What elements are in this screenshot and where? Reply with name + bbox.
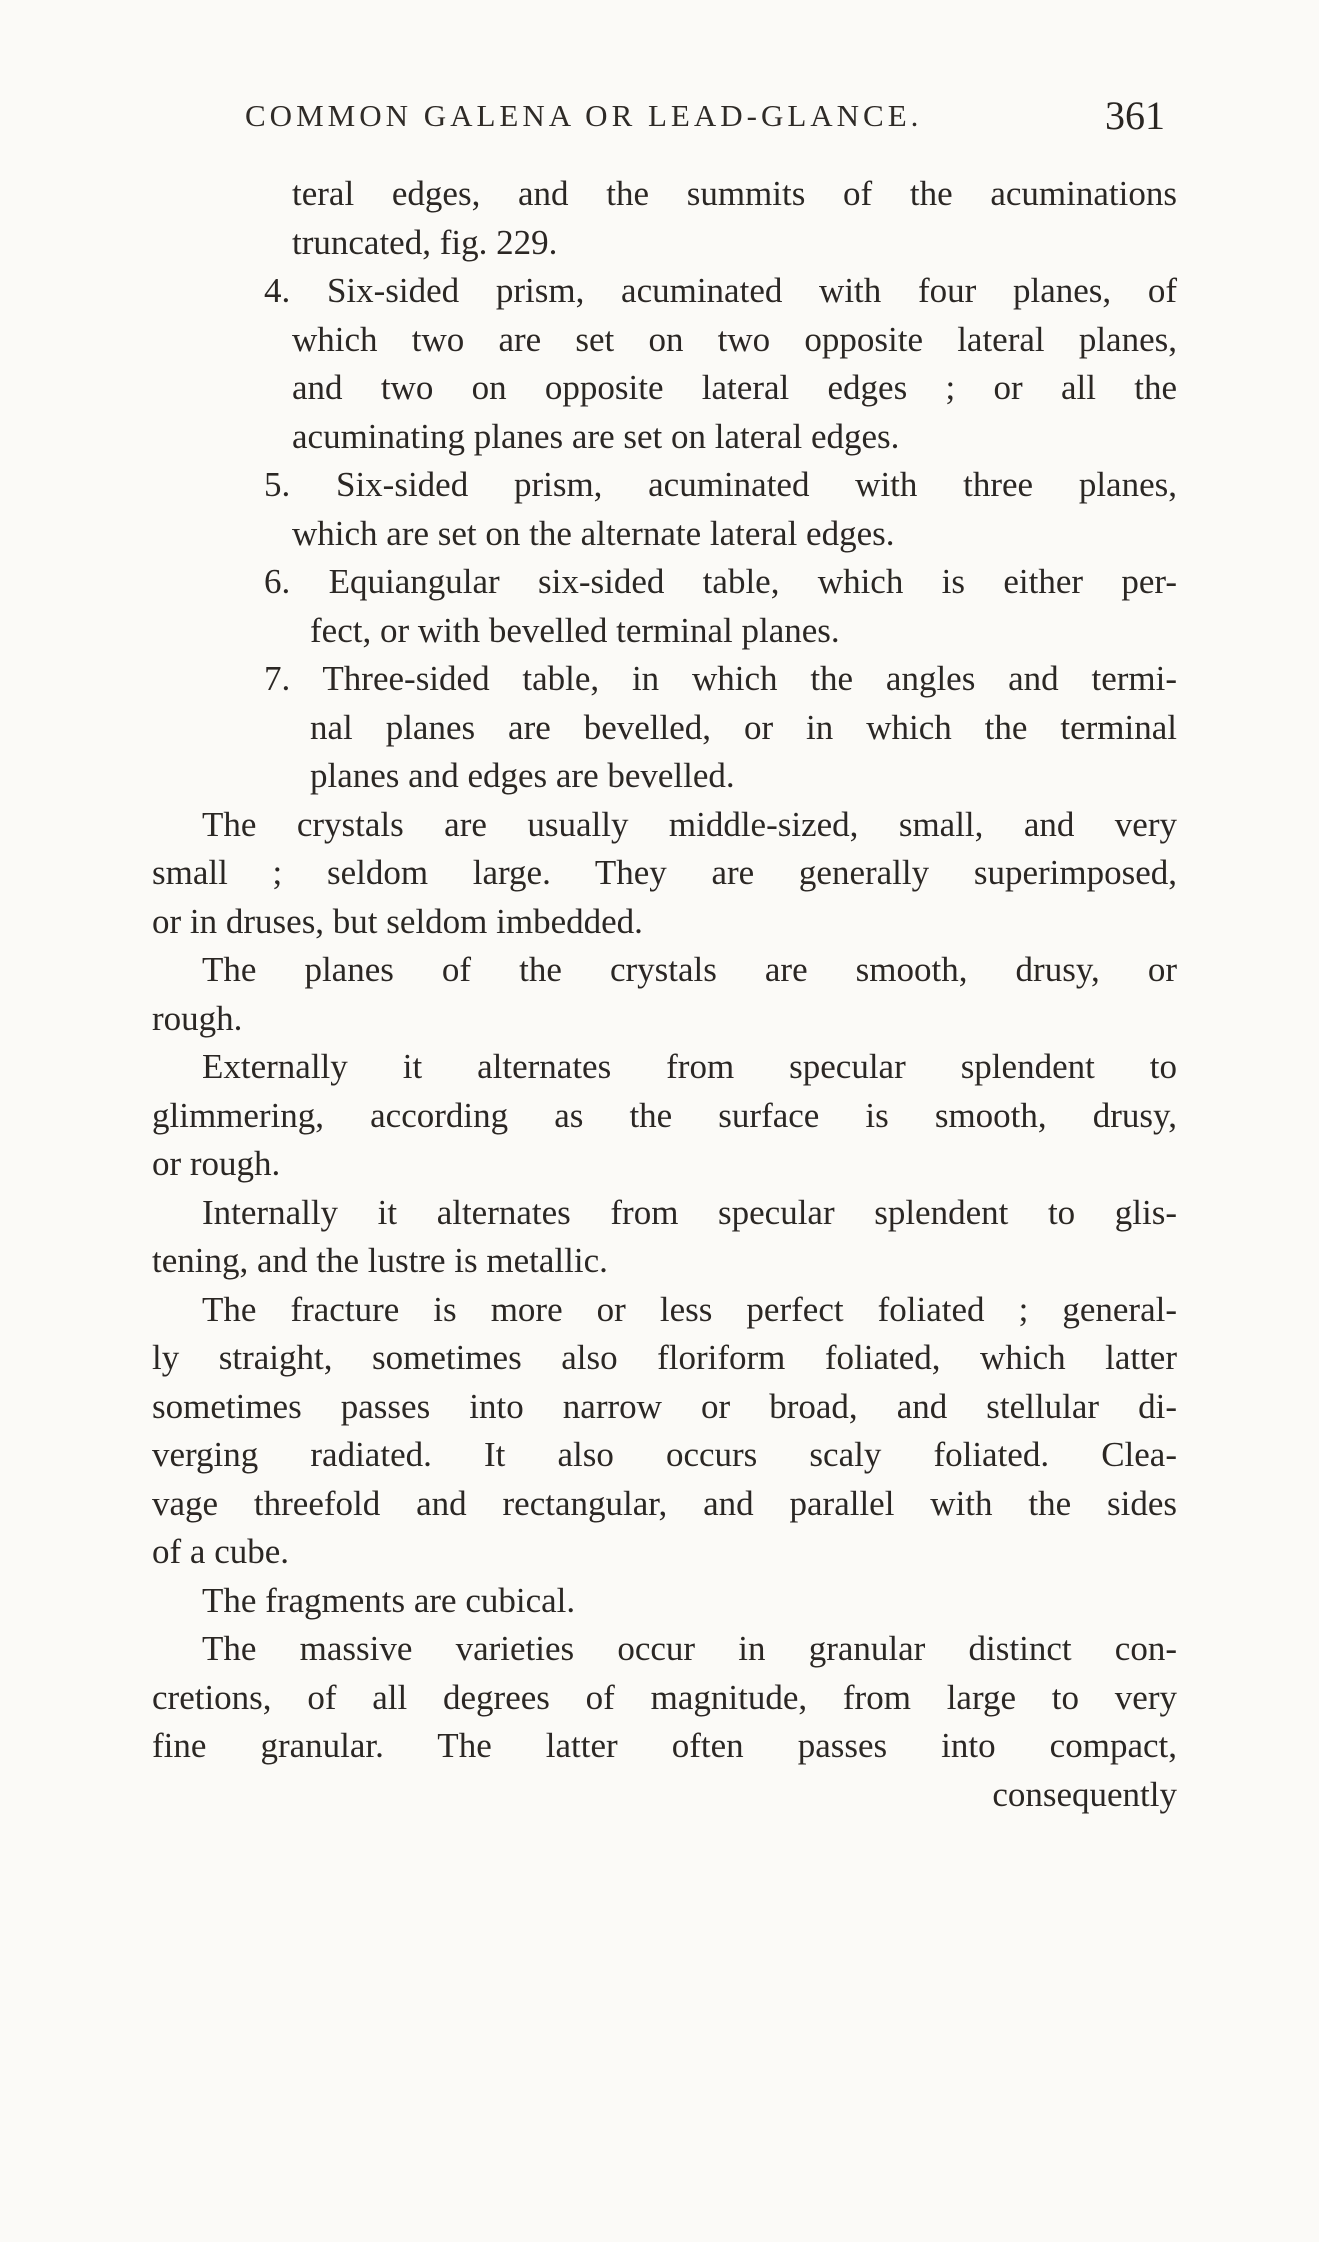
text-line: sometimes passes into narrow or broad, and stellular di- [152,1386,1177,1426]
text-line: which are set on the alternate lateral edges. [292,513,895,553]
body-text [152,170,1177,1819]
text-line: The massive varieties occur in granular distinct con- [202,1629,1177,1668]
page-header [245,92,1165,152]
running-head: COMMON GALENA OR LEAD-GLANCE. [245,98,923,133]
text-line: ly straight, sometimes also floriform foliated, which latter [152,1338,1177,1377]
text-line: Internally it alternates from specular splendent to glis- [202,1192,1177,1232]
text-line: small ; seldom large. They are generally superimposed, [152,853,1177,892]
text-line: planes and edges are bevelled. [310,756,735,795]
text-line: tening, and the lustre is metallic. [152,1241,608,1280]
page-number: 361 [1105,93,1165,138]
text-line: vage threefold and rectangular, and parallel with the sides [152,1483,1177,1523]
text-line: and two on opposite lateral edges ; or all the [292,368,1177,407]
text-line: 7. Three-sided table, in which the angles and termi- [264,659,1177,698]
text-line: glimmering, according as the surface is smooth, drusy, [152,1095,1177,1135]
text-line: The crystals are usually middle-sized, small, and very [202,804,1177,844]
text-line: verging radiated. It also occurs scaly foliated. Clea- [152,1435,1177,1474]
text-line: 4. Six-sided prism, acuminated with four planes, of [264,271,1177,310]
text-line: 6. Equiangular six-sided table, which is either per- [264,562,1177,601]
text-line: truncated, fig. 229. [292,222,558,262]
text-line: of a cube. [152,1532,290,1571]
text-line: The fragments are cubical. [202,1580,576,1620]
text-line: fine granular. The latter often passes into compact, [152,1726,1177,1765]
text-line: 5. Six-sided prism, acuminated with three planes, [264,465,1177,504]
text-line: The fracture is more or less perfect foliated ; general- [202,1289,1177,1329]
text-line: or in druses, but seldom imbedded. [152,901,643,941]
text-line: The planes of the crystals are smooth, drusy, or [202,950,1177,989]
text-line: teral edges, and the summits of the acuminations [292,174,1177,213]
catchword: consequently [992,1774,1177,1814]
text-line: fect, or with bevelled terminal planes. [310,610,840,650]
text-line: or rough. [152,1144,281,1183]
text-line: which two are set on two opposite lateral planes, [292,319,1177,359]
text-line: Externally it alternates from specular splendent to [202,1047,1177,1086]
text-line: rough. [152,998,243,1038]
text-line: nal planes are bevelled, or in which the terminal [310,707,1177,747]
text-line: acuminating planes are set on lateral edges. [292,416,900,456]
text-line: cretions, of all degrees of magnitude, from large to very [152,1677,1177,1717]
